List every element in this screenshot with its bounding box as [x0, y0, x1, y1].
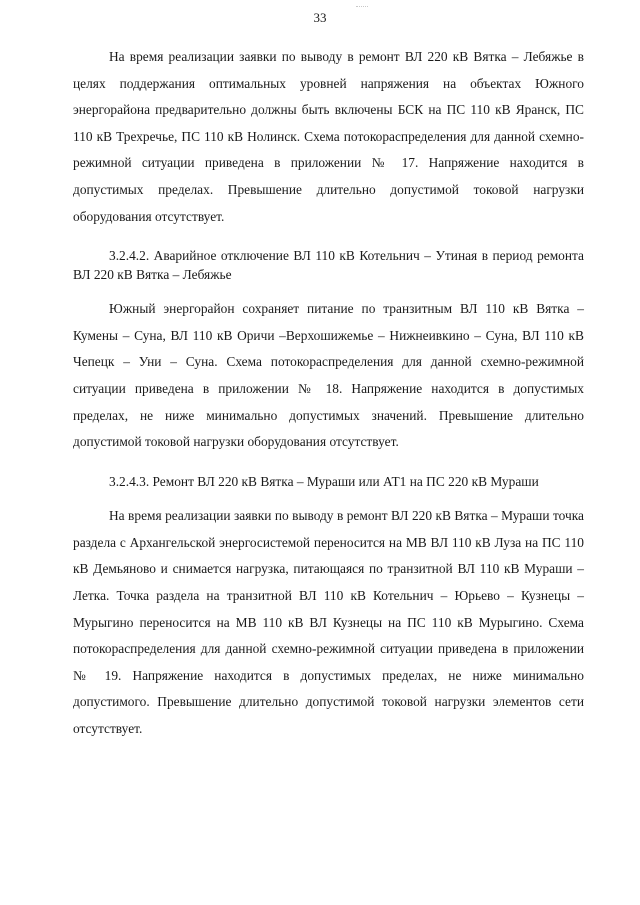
spacer — [73, 284, 584, 296]
spacer — [73, 230, 584, 247]
paragraph-bsk-activation: На время реализации заявки по выводу в ремонт ВЛ 220 кВ Вятка – Лебяжье в целях поддержания оптимальных уровней напряжения на объектах Южного энергорайона предварительно должны быть включены БСК на ПС 110 кВ Яранск, ПС 110 кВ Трехречье, ПС 110 кВ Нолинск. Схема потокораспределения для данной схемно-режимной ситуации приведена в приложении № 17. Напряжение находится в допустимых пределах. Превышение длительно допустимой токовой нагрузки оборудования отсутствует. — [73, 49, 584, 224]
section-heading-3-2-4-2: 3.2.4.2. Аварийное отключение ВЛ 110 кВ Котельнич – Утиная в период ремонта ВЛ 220 кВ Вятка – Лебяжье — [73, 248, 584, 282]
document-body — [73, 44, 584, 743]
spacer — [73, 491, 584, 503]
paragraph-murashi-repair: На время реализации заявки по выводу в ремонт ВЛ 220 кВ Вятка – Мураши точка раздела с Архангельской энергосистемой переносится на МВ ВЛ 110 кВ Луза на ПС 110 кВ Демьяново и снимается нагрузка, питающаяся по транзитной ВЛ 110 кВ Мураши – Летка. Точка раздела на транзитной ВЛ 110 кВ Котельнич – Юрьево – Кузнецы – Мурыгино переносится на МВ 110 кВ ВЛ Кузнецы на ПС 110 кВ Мурыгино. Схема потокораспределения для данной схемно-режимной ситуации приведена в приложении № 19. Напряжение находится в допустимых пределах, не ниже минимально допустимого. Превышение длительно допустимой токовой нагрузки элементов сети отсутствует. — [73, 508, 584, 736]
paragraph-southern-region-supply: Южный энергорайон сохраняет питание по транзитным ВЛ 110 кВ Вятка – Кумены – Суна, ВЛ 110 кВ Оричи –Верхошижемье – Нижнеивкино – Суна, ВЛ 110 кВ Чепецк – Уни – Суна. Схема потокораспределения для данной схемно-режимной ситуации приведена в приложении № 18. Напряжение находится в допустимых пределах, не ниже минимально допустимых значений. Превышение длительно допустимой токовой нагрузки оборудования отсутствует. — [73, 301, 584, 450]
page-number: 33 — [313, 10, 327, 25]
spacer — [73, 456, 584, 473]
section-heading-3-2-4-3: 3.2.4.3. Ремонт ВЛ 220 кВ Вятка – Мураши или АТ1 на ПС 220 кВ Мураши — [109, 473, 539, 489]
scan-speck — [356, 6, 368, 9]
